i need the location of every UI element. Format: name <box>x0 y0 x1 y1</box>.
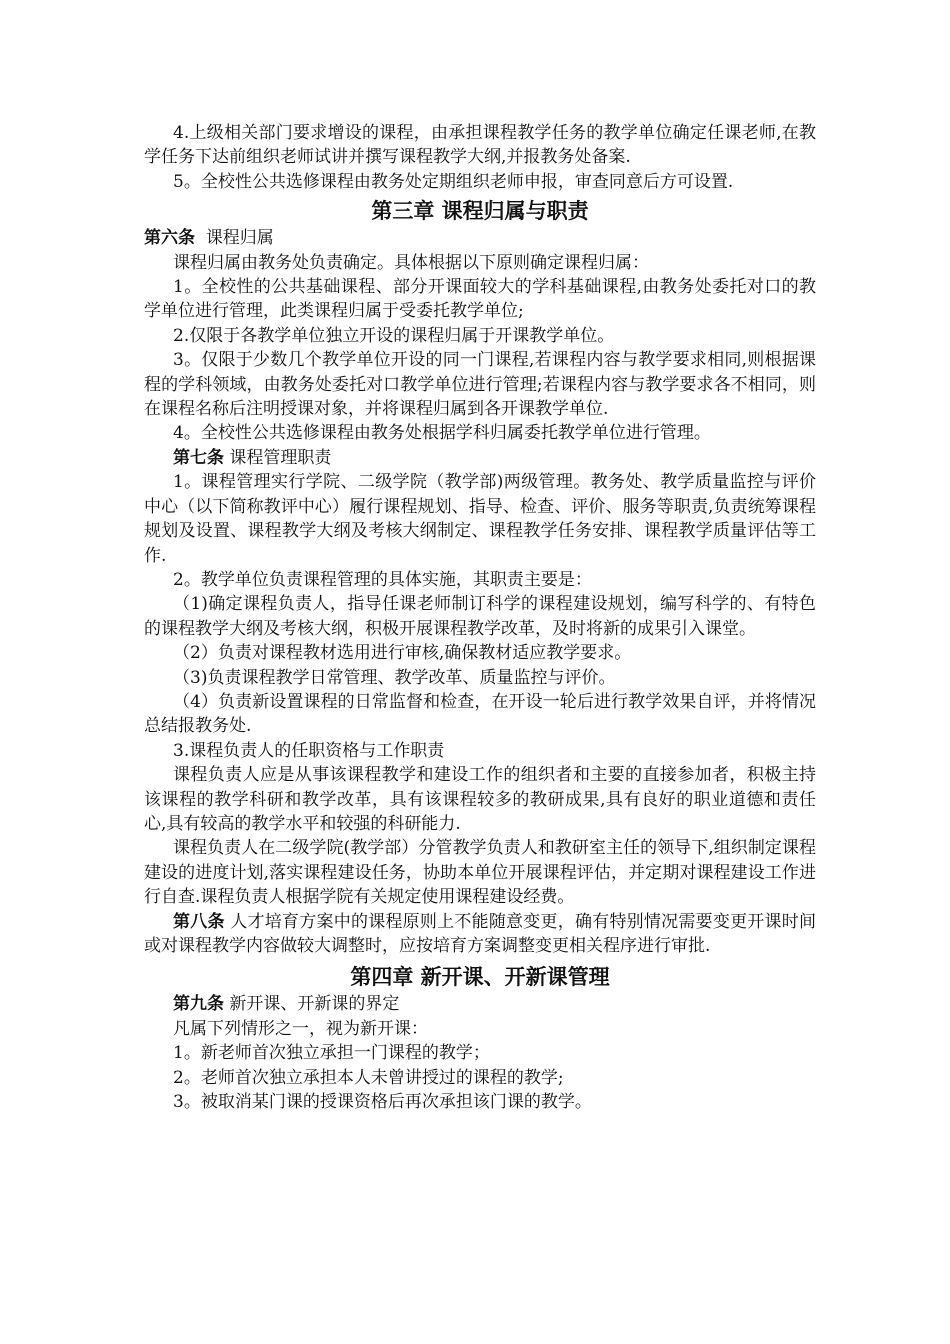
paragraph: 1。全校性的公共基础课程、部分开课面较大的学科基础课程,由教务处委托对口的教学单位进行管理，此类课程归属于受委托教学单位; <box>144 277 816 322</box>
paragraph: （3)负责课程教学日常管理、教学改革、质量监控与评价。 <box>173 667 616 688</box>
document-page <box>144 121 816 1114</box>
paragraph: 5。全校性公共选修课程由教务处定期组织老师申报，审查同意后方可设置. <box>173 171 734 192</box>
list-item: 3。被取消某门课的授课资格后再次承担该门课的教学。 <box>173 1092 592 1113</box>
paragraph: 凡属下列情形之一，视为新开课： <box>173 1018 428 1039</box>
article-7-title: 课程管理职责 <box>229 447 332 468</box>
paragraph: 3。仅限于少数几个教学单位开设的同一门课程,若课程内容与教学要求相同,则根据课程的学科领域，由教务处委托对口教学单位进行管理;若课程内容与教学要求各不相同，则在课程名称后注明授课对象，并将课程归属到各开课教学单位. <box>144 350 816 420</box>
article-7-label: 第七条 <box>173 447 224 468</box>
article-9-heading <box>144 992 816 1016</box>
list-item: 2。老师首次独立承担本人未曾讲授过的课程的教学; <box>173 1067 564 1088</box>
paragraph: 课程负责人应是从事该课程教学和建设工作的组织者和主要的直接参加者，积极主持该课程的教学科研和教学改革，具有该课程较多的教研成果,具有良好的职业道德和责任心,具有较高的教学水平和较强的科研能力. <box>144 765 816 834</box>
paragraph: （4）负责新设置课程的日常监督和检查，在开设一轮后进行教学效果自评，并将情况总结报教务处. <box>144 691 816 737</box>
chapter-4-heading: 第四章 新开课、开新课管理 <box>350 965 610 990</box>
paragraph: （1)确定课程负责人，指导任课老师制订科学的课程建设规划，编写科学的、有特色的课程教学大纲及考核大纲，积极开展课程教学改革，及时将新的成果引入课堂。 <box>144 594 816 639</box>
article-6-title: 课程归属 <box>205 228 274 249</box>
list-item: 1。新老师首次独立承担一门课程的教学； <box>173 1043 490 1064</box>
paragraph: 4.上级相关部门要求增设的课程，由承担课程教学任务的教学单位确定任课老师,在教学任务下达前组织老师试讲并撰写课程教学大纲,并报教务处备案. <box>144 123 816 168</box>
article-8-paragraph <box>144 910 816 959</box>
article-8-label: 第八条 <box>173 911 225 932</box>
article-6-heading <box>144 226 816 250</box>
chapter-3-heading: 第三章 课程归属与职责 <box>371 199 589 224</box>
paragraph: 课程归属由教务处负责确定。具体根据以下原则确定课程归属： <box>173 252 649 273</box>
article-6-label: 第六条 <box>144 228 195 249</box>
paragraph: （2）负责对课程教材选用进行审核,确保教材适应教学要求。 <box>173 643 632 664</box>
paragraph: 1。课程管理实行学院、二级学院（教学部)两级管理。教务处、教学质量监控与评价中心（以下简称教评中心）履行课程规划、指导、检查、评价、服务等职责,负责统筹课程规划及设置、课程教学大纲及考核大纲制定、课程教学任务安排、课程教学质量评估等工作. <box>144 472 816 566</box>
paragraph: 4。全校性公共选修课程由教务处根据学科归属委托教学单位进行管理。 <box>173 423 711 444</box>
article-8-text: 人才培育方案中的课程原则上不能随意变更，确有特别情况需要变更开课时间或对课程教学内容做较大调整时，应按培育方案调整变更相关程序进行审批. <box>144 911 817 956</box>
article-9-label: 第九条 <box>173 994 224 1015</box>
paragraph: 课程负责人在二级学院(教学部）分管教学负责人和教研室主任的领导下,组织制定课程建设的进度计划,落实课程建设任务，协助本单位开展课程评估，并定期对课程建设工作进行自查.课程负责人根据学院有关规定使用课程建设经费。 <box>144 838 816 908</box>
paragraph: 2。教学单位负责课程管理的具体实施，其职责主要是： <box>173 569 592 590</box>
paragraph: 2.仅限于各教学单位独立开设的课程归属于开课教学单位。 <box>173 325 615 346</box>
article-7-heading <box>144 446 816 470</box>
article-9-title: 新开课、开新课的界定 <box>229 994 400 1015</box>
paragraph: 3.课程负责人的任职资格与工作职责 <box>173 740 445 761</box>
